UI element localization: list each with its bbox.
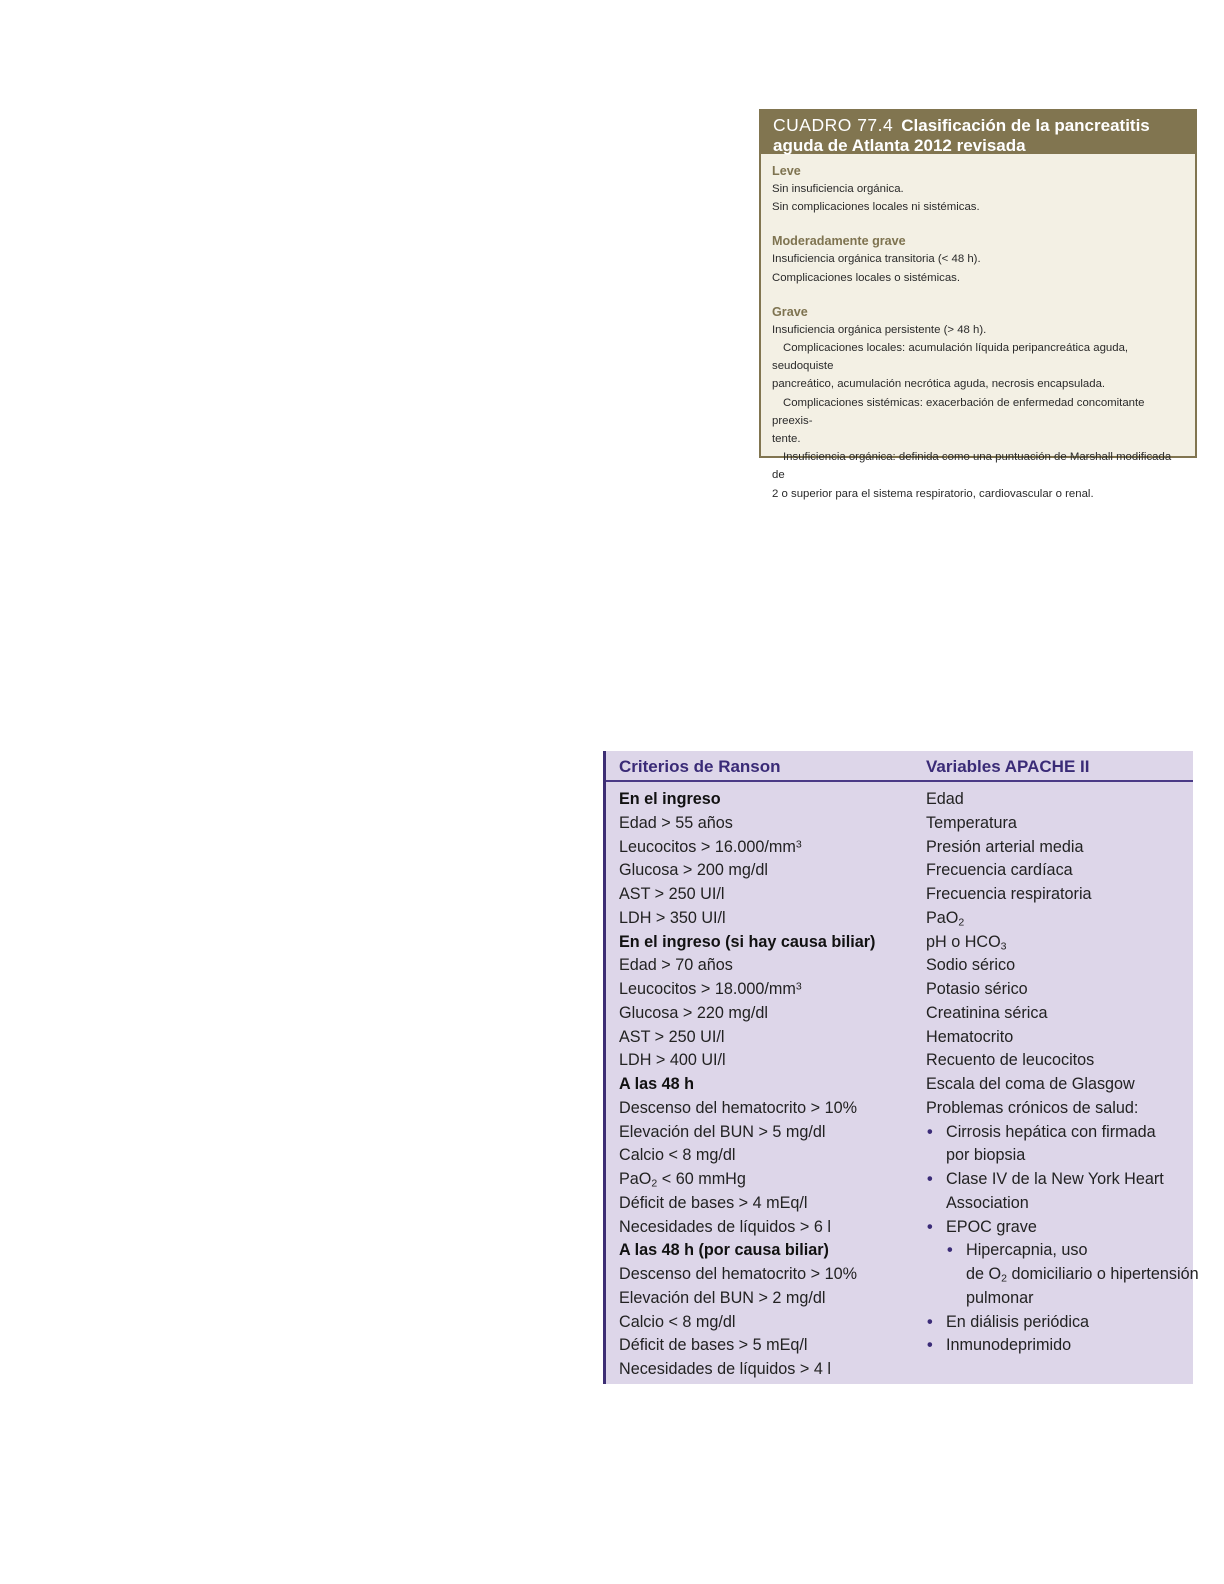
ranson-subheading: A las 48 h (por causa biliar): [619, 1241, 829, 1260]
apache-bullet: • Inmunodeprimido: [926, 1334, 1191, 1358]
apache-bullet-cont: Association: [946, 1193, 1029, 1212]
ranson-apache-table: [603, 751, 1199, 1384]
ranson-item: Necesidades de líquidos > 4 l: [619, 1360, 831, 1378]
grave-line: Complicaciones sistémicas: exacerbación de enfermedad concomitante preexis-: [772, 396, 1145, 427]
apache-subbullet: • Hipercapnia, uso: [926, 1239, 1191, 1263]
apache-item: Frecuencia cardíaca: [926, 861, 1073, 880]
ranson-item: Leucocitos > $16.000/mm^3$: [619, 837, 802, 856]
ranson-item: AST > 250 UI/l: [619, 1027, 725, 1046]
grave-line: tente.: [772, 433, 801, 446]
apache-item: Frecuencia respiratoria: [926, 885, 1092, 903]
ranson-subheading: En el ingreso: [619, 790, 721, 808]
ranson-item: Elevación del BUN > 2 mg/dl: [619, 1288, 826, 1307]
box-number: CUADRO 77.4: [773, 115, 894, 135]
ranson-item: Calcio < 8 mg/dl: [619, 1312, 736, 1331]
apache-subbullet-cont: de $O_2$ domiciliario o hipertensión: [966, 1265, 1199, 1285]
ranson-item: Edad > 70 años: [619, 956, 733, 975]
box-header: [761, 111, 1195, 154]
apache-item: Edad: [926, 790, 964, 808]
box-title-line-1: [773, 115, 1185, 136]
section-heading-moderada: Moderadamente grave: [772, 234, 906, 249]
ranson-subheading: En el ingreso (si hay causa biliar): [619, 932, 876, 951]
apache-bullet: • Clase IV de la New York Heart: [926, 1168, 1191, 1192]
apache-item: Temperatura: [926, 813, 1017, 832]
col-header-apache: Variables APACHE II: [926, 757, 1090, 776]
box-body: [761, 154, 1195, 503]
apache-column: [926, 788, 1199, 1358]
grave-line: pancreático, acumulación necrótica aguda, necrosis encapsulada.: [772, 378, 1106, 391]
ranson-item: Déficit de bases > 5 mEq/l: [619, 1336, 808, 1355]
section-heading-leve: Leve: [772, 164, 801, 178]
ranson-item: Leucocitos > $18.000/mm^3$: [619, 980, 802, 998]
ranson-item: Glucosa > 220 mg/dl: [619, 1003, 768, 1022]
leve-line: Sin insuficiencia orgánica.: [772, 183, 904, 195]
apache-item: Potasio sérico: [926, 980, 1028, 998]
ranson-subheading: A las 48 h: [619, 1075, 694, 1093]
ranson-item: Glucosa > 200 mg/dl: [619, 861, 768, 880]
apache-item: Escala del coma de Glasgow: [926, 1075, 1135, 1093]
box-77-4: [759, 109, 1197, 500]
box-title-line-2: aguda de Atlanta 2012 revisada: [773, 136, 1026, 155]
apache-item: Hematocrito: [926, 1027, 1014, 1046]
ranson-item: Edad > 55 años: [619, 813, 733, 832]
ranson-item: Déficit de bases > 4 mEq/l: [619, 1193, 808, 1212]
apache-item: PaO$_2$: [926, 908, 965, 929]
ranson-item: Descenso del hematocrito > 10%: [619, 1265, 857, 1283]
grave-line: Complicaciones locales: acumulación líquida peripancreática aguda, seudoquiste: [772, 342, 1129, 373]
apache-item: Presión arterial media: [926, 837, 1084, 856]
apache-item: Problemas crónicos de salud:: [926, 1098, 1139, 1117]
ranson-item: Calcio < 8 mg/dl: [619, 1146, 736, 1165]
leve-line: Sin complicaciones locales ni sistémicas.: [772, 201, 980, 214]
apache-subbullet-cont: pulmonar: [966, 1288, 1034, 1307]
apache-bullet: • EPOC grave: [926, 1216, 1191, 1240]
ranson-item: PaO$_2$ < 60 mmHg: [619, 1170, 746, 1190]
apache-bullet: • Cirrosis hepática con firmada: [926, 1121, 1191, 1145]
moderada-line: Complicaciones locales o sistémicas.: [772, 271, 961, 284]
ranson-item: Elevación del BUN > 5 mg/dl: [619, 1122, 826, 1141]
col-header-ranson: Criterios de Ranson: [619, 757, 781, 776]
grave-line: Insuficiencia orgánica persistente (> 48 h).: [772, 323, 987, 336]
ranson-item: Necesidades de líquidos > 6 l: [619, 1217, 831, 1236]
apache-bullet: • En diálisis periódica: [926, 1311, 1191, 1335]
grave-line: 2 o superior para el sistema respiratorio, cardiovascular o renal.: [772, 487, 1094, 500]
ranson-item: LDH > 400 UI/l: [619, 1051, 726, 1070]
table-header: [606, 751, 1193, 782]
ranson-item: AST > 250 UI/l: [619, 885, 725, 903]
ranson-column: [619, 788, 914, 1382]
section-heading-grave: Grave: [772, 304, 808, 319]
ranson-item: LDH > 350 UI/l: [619, 908, 726, 927]
moderada-line: Insuficiencia orgánica transitoria (< 48 h).: [772, 253, 981, 266]
apache-item: Creatinina sérica: [926, 1003, 1048, 1022]
apache-item: Recuento de leucocitos: [926, 1051, 1095, 1070]
apache-item: Sodio sérico: [926, 956, 1016, 975]
apache-bullet-cont: por biopsia: [946, 1146, 1026, 1165]
grave-line: Insuficiencia orgánica: definida como una puntuación de Marshall modificada de: [772, 451, 1172, 482]
apache-item: pH o $HCO_3$: [926, 932, 1007, 953]
ranson-item: Descenso del hematocrito > 10%: [619, 1098, 857, 1117]
box-title: Clasificación de la pancreatitis: [901, 116, 1150, 135]
